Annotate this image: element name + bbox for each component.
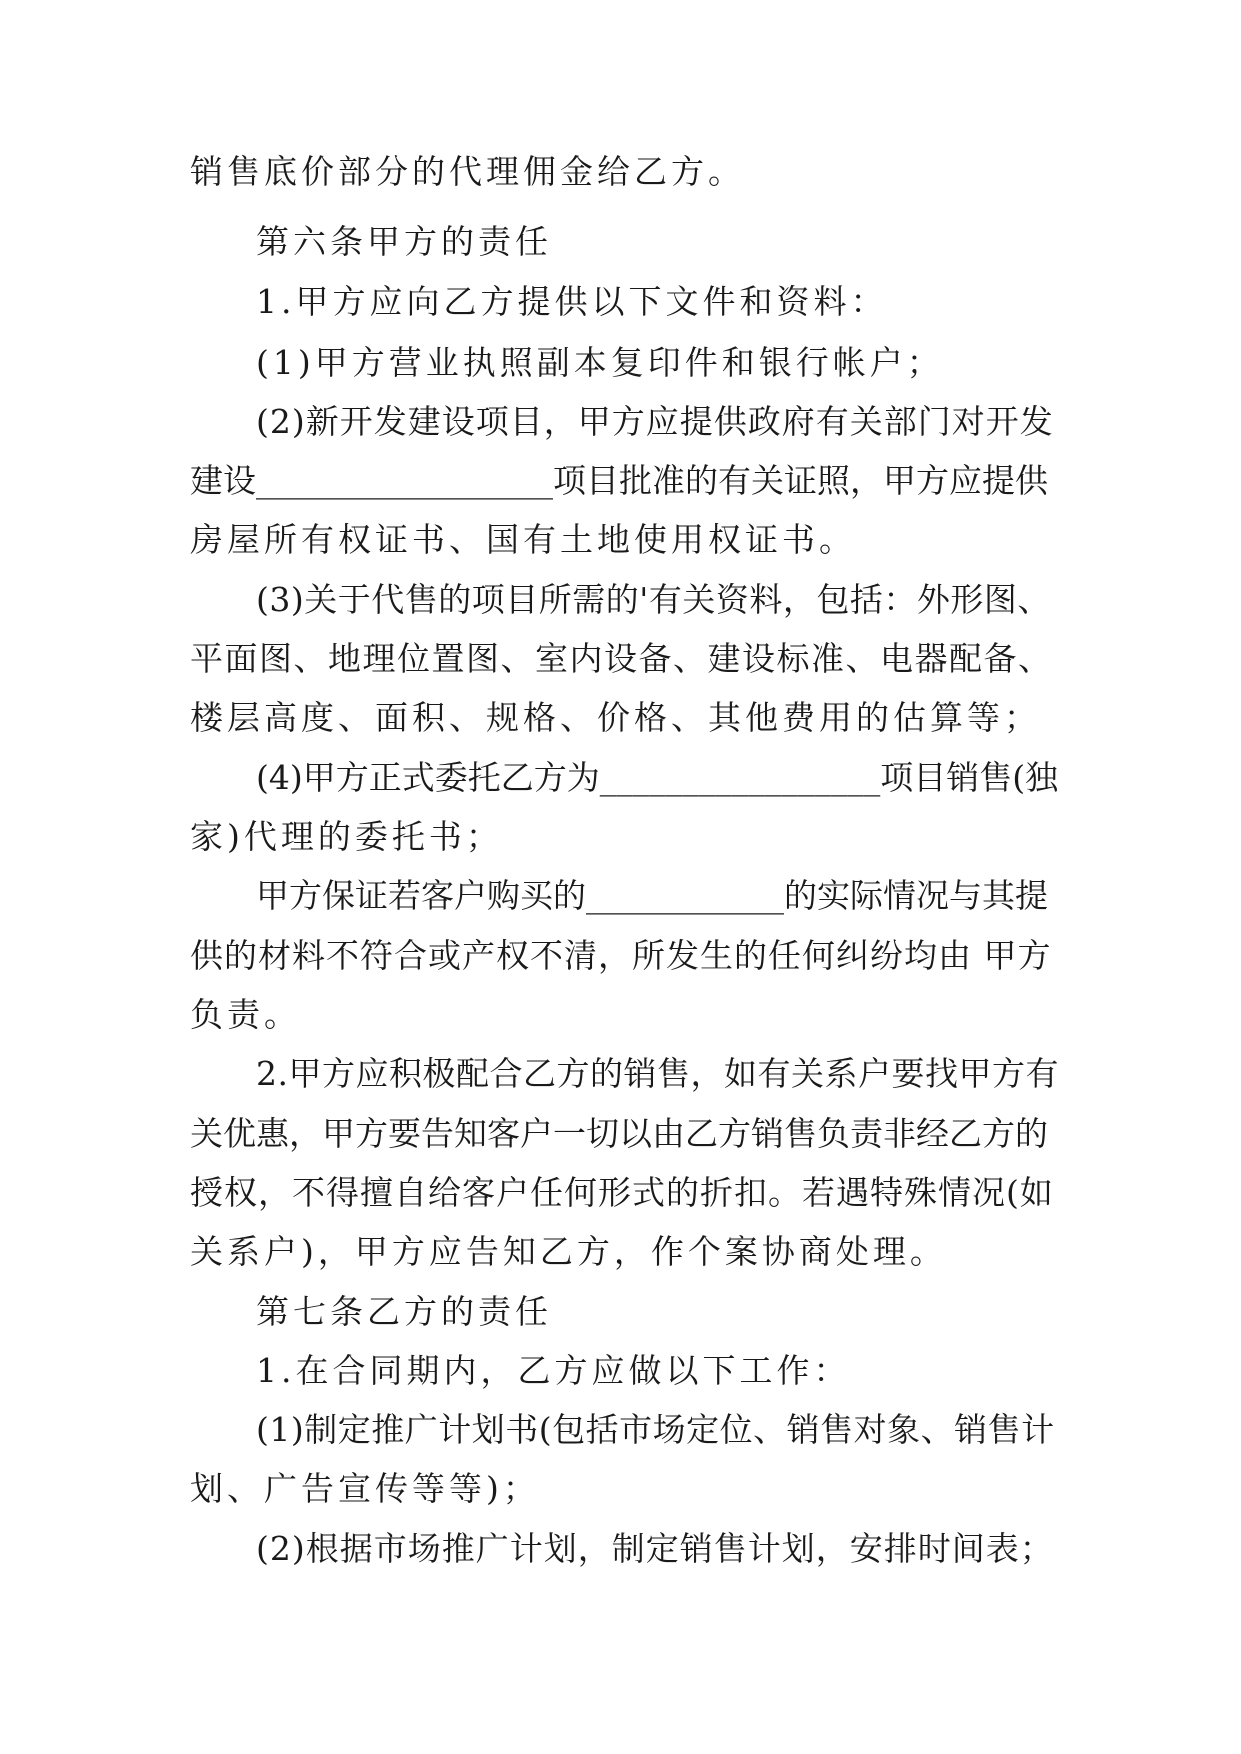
text-line-3: 1.甲方应向乙方提供以下文件和资料： bbox=[256, 282, 888, 321]
text-line-5: (2)新开发建设项目，甲方应提供政府有关部门对开发 bbox=[256, 402, 1054, 441]
text-line-21: 1.在合同期内，乙方应做以下工作： bbox=[256, 1351, 851, 1390]
text-line-1: 销售底价部分的代理佣金给乙方。 bbox=[190, 152, 745, 191]
text-line-6: 建设__________________项目批准的有关证照，甲方应提供 bbox=[190, 461, 1048, 500]
text-line-8: (3)关于代售的项目所需的'有关资料，包括：外形图、 bbox=[256, 580, 1051, 619]
text-line-14: 供的材料不符合或产权不清，所发生的任何纠纷均由 甲方 bbox=[190, 936, 1052, 975]
text-line-10: 楼层高度、面积、规格、价格、其他费用的估算等； bbox=[190, 698, 1041, 737]
text-line-19: 关系户)，甲方应告知乙方，作个案协商处理。 bbox=[190, 1232, 947, 1271]
text-line-9: 平面图、地理位置图、室内设备、建设标准、电器配备、 bbox=[190, 639, 1053, 678]
text-line-18: 授权，不得擅自给客户任何形式的折扣。若遇特殊情况(如 bbox=[190, 1173, 1054, 1212]
article-7-heading: 第七条乙方的责任 bbox=[256, 1292, 552, 1331]
text-line-11: (4)甲方正式委托乙方为_________________项目销售(独 bbox=[256, 758, 1059, 797]
text-line-17: 关优惠，甲方要告知客户一切以由乙方销售负责非经乙方的 bbox=[190, 1114, 1048, 1153]
text-line-13: 甲方保证若客户购买的____________的实际情况与其提 bbox=[256, 876, 1048, 915]
text-line-4: (1)甲方营业执照副本复印件和银行帐户； bbox=[256, 343, 944, 382]
text-line-24: (2)根据市场推广计划，制定销售计划，安排时间表； bbox=[256, 1529, 1054, 1568]
text-line-23: 划、广告宣传等等)； bbox=[190, 1469, 540, 1508]
text-line-16: 2.甲方应积极配合乙方的销售，如有关系户要找甲方有 bbox=[256, 1054, 1059, 1093]
text-line-7: 房屋所有权证书、国有土地使用权证书。 bbox=[190, 520, 856, 559]
text-line-15: 负责。 bbox=[190, 995, 301, 1034]
text-line-12: 家)代理的委托书； bbox=[190, 817, 503, 856]
article-6-heading: 第六条甲方的责任 bbox=[256, 222, 552, 261]
text-line-22: (1)制定推广计划书(包括市场定位、销售对象、销售计 bbox=[256, 1410, 1055, 1449]
